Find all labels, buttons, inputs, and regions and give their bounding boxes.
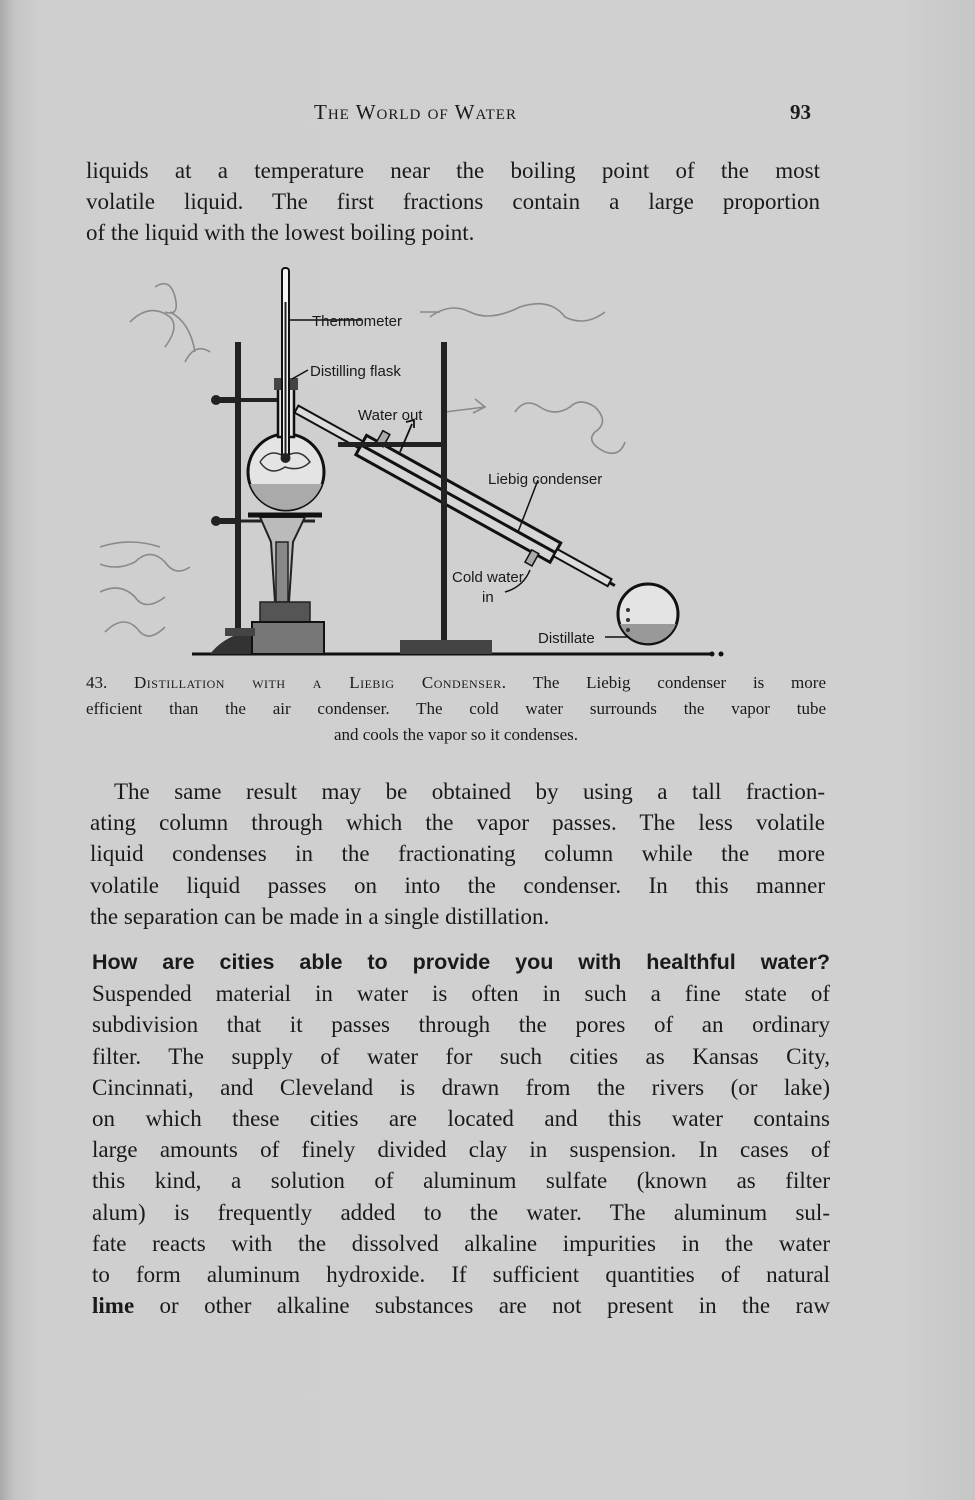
label-cold-water-in: in	[482, 589, 494, 606]
paragraph-line: on which these cities are located and this water contains	[92, 1106, 830, 1132]
label-thermometer: Thermometer	[312, 313, 403, 330]
water-supply-paragraph	[92, 947, 830, 1321]
intro-line: liquids at a temperature near the boiling point of the most	[86, 158, 820, 183]
caption-number: 43.	[86, 673, 108, 692]
distillation-diagram	[100, 262, 760, 667]
caption-title: Distillation with a Liebig Condenser.	[134, 673, 507, 692]
label-cold-water: Cold water	[452, 569, 524, 586]
paragraph-line: fate reacts with the dissolved alkaline impurities in the water	[92, 1230, 830, 1256]
label-water-out: Water out	[358, 407, 423, 424]
label-liebig-condenser: Liebig condenser	[488, 471, 603, 488]
caption-line	[86, 670, 826, 696]
intro-paragraph	[86, 155, 820, 249]
figure-caption	[86, 670, 826, 748]
running-title: The World of Water	[314, 100, 517, 124]
paragraph-line: filter. The supply of water for such cities as Kansas City,	[92, 1043, 830, 1069]
last-line-rest: or other alkaline substances are not present in the raw	[134, 1293, 830, 1319]
page-header	[0, 100, 975, 130]
paragraph-line: large amounts of finely divided clay in suspension. In cases of	[92, 1137, 830, 1163]
fractionating-paragraph	[90, 776, 825, 932]
paragraph-line: to form aluminum hydroxide. If sufficient quantities of natural	[92, 1262, 830, 1288]
intro-line: of the liquid with the lowest boiling point.	[86, 220, 475, 246]
paragraph-line: Cincinnati, and Cleveland is drawn from the rivers (or lake)	[92, 1074, 830, 1100]
bold-word: lime	[92, 1293, 135, 1319]
paragraph-line: liquid condenses in the fractionating column while the more	[90, 841, 825, 867]
paragraph-line: Suspended material in water is often in such a fine state of	[92, 981, 830, 1007]
caption-line1-rest: The Liebig condenser is more	[532, 673, 826, 692]
paragraph-line	[92, 1290, 830, 1321]
page-number: 93	[790, 100, 811, 124]
paragraph-line: ating column through which the vapor passes. The less volatile	[90, 810, 825, 836]
paragraph-line: this kind, a solution of aluminum sulfate (known as filter	[92, 1168, 830, 1194]
label-distillate: Distillate	[538, 630, 595, 647]
paragraph-line: alum) is frequently added to the water. The aluminum sul-	[92, 1199, 830, 1225]
paragraph-line: The same result may be obtained by using a tall fraction-	[114, 779, 825, 804]
caption-line: efficient than the air condenser. The cold water surrounds the vapor tube	[86, 699, 826, 718]
paragraph-line: subdivision that it passes through the pores of an ordinary	[92, 1012, 830, 1038]
intro-line: volatile liquid. The first fractions contain a large proportion	[86, 189, 820, 215]
caption-line: and cools the vapor so it condenses.	[333, 725, 579, 744]
paragraph-line: volatile liquid passes on into the condenser. In this manner	[90, 872, 825, 898]
distillation-figure	[100, 262, 760, 667]
label-distilling-flask: Distilling flask	[310, 363, 401, 380]
paragraph-line: the separation can be made in a single distillation.	[90, 903, 550, 929]
section-question: How are cities able to provide you with healthful water?	[92, 950, 830, 974]
